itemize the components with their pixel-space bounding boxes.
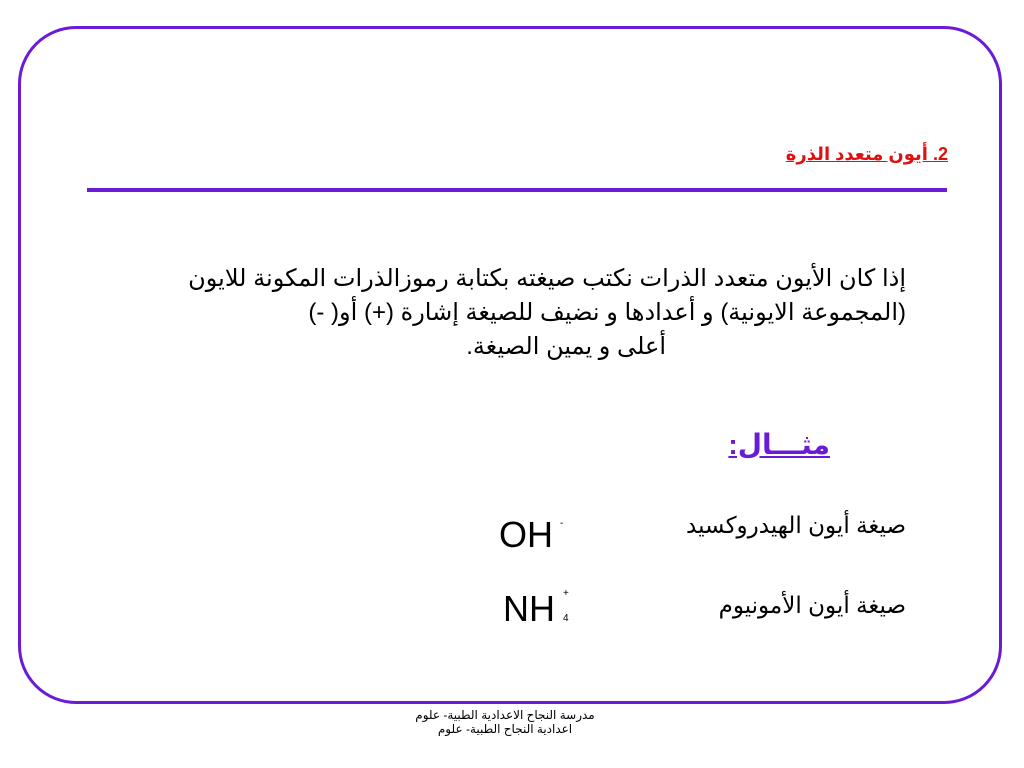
paragraph-line-1: إذا كان الأيون متعدد الذرات نكتب صيغته بكتابة رموزالذرات المكونة للايون <box>188 265 906 292</box>
ammonium-formula-symbol: NH <box>503 588 555 629</box>
paragraph-line-3: أعلى و يمين الصيغة. <box>466 333 666 360</box>
hydroxide-formula-symbol: OH <box>499 514 553 555</box>
ammonium-charge: + <box>563 588 569 599</box>
paragraph-line-2: (المجموعة الايونية) و أعدادها و نضيف للصيغة إشارة (+) أو( -) <box>308 299 906 326</box>
footer <box>380 708 630 736</box>
example-heading: مثـــال: <box>728 429 830 460</box>
title-divider <box>87 188 947 192</box>
ammonium-subscript: 4 <box>563 613 569 624</box>
slide-title: 2. أيون متعدد الذرة <box>785 144 948 164</box>
hydroxide-charge: - <box>560 518 564 529</box>
body-paragraph <box>66 262 906 364</box>
footer-line-2: اعدادية النجاح الطبية- علوم <box>437 722 573 736</box>
ammonium-label: صيغة أيون الأمونيوم <box>718 592 906 618</box>
footer-line-1: مدرسة النجاح الاعدادية الطبية- علوم <box>415 708 595 722</box>
hydroxide-formula <box>499 514 564 556</box>
hydroxide-label: صيغة أيون الهيدروكسيد <box>686 512 906 538</box>
ammonium-formula <box>503 588 569 630</box>
